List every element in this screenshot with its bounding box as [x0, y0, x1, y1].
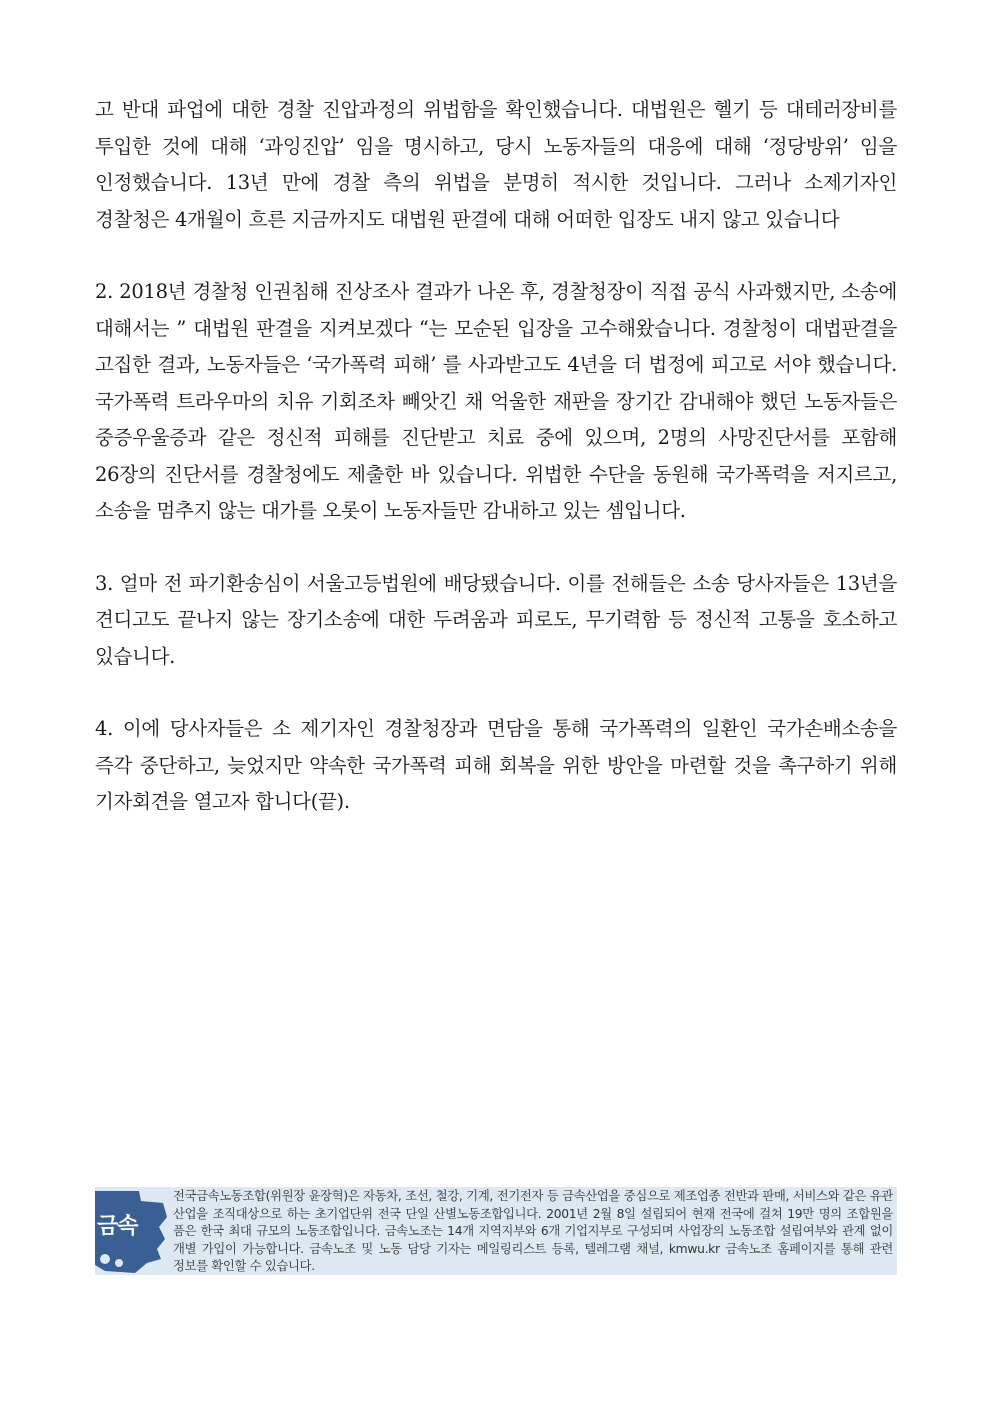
logo-label: 금속 — [97, 1214, 138, 1239]
union-info-footer — [95, 1187, 897, 1275]
paragraph-1-continued: 고 반대 파업에 대한 경찰 진압과정의 위법함을 확인했습니다. 대법원은 헬기 등 대테러장비를 투입한 것에 대해 ‘과잉진압’ 임을 명시하고, 당시 노동자들의 대응에 대해 ‘정당방위’ 임을 인정했습니다. 13년 만에 경찰 측의 위법을 분명히 적시한 것입니다. 그러나 소제기자인 경찰청은 4개월이 흐른 지금까지도 대법원 판결에 대해 어떠한 입장도 내지 않고 있습니다 — [95, 98, 897, 231]
paragraph-2: 2. 2018년 경찰청 인권침해 진상조사 결과가 나온 후, 경찰청장이 직접 공식 사과했지만, 소송에 대해서는 ” 대법원 판결을 지켜보겠다 “는 모순된 입장을 고수해왔습니다. 경찰청이 대법판결을 고집한 결과, 노동자들은 ‘국가폭력 피해’ 를 사과받고도 4년을 더 법정에 피고로 서야 했습니다. 국가폭력 트라우마의 치유 기회조차 빼앗긴 채 억울한 재판을 장기간 감내해야 했던 노동자들은 중증우울증과 같은 정신적 피해를 진단받고 치료 중에 있으며, 2명의 사망진단서를 포함해 26장의 진단서를 경찰청에도 제출한 바 있습니다. 위법한 수단을 동원해 국가폭력을 저지르고, 소송을 멈추지 않는 대가를 오롯이 노동자들만 감내하고 있는 셈입니다. — [95, 280, 897, 522]
document-body — [95, 92, 897, 821]
paragraph-4: 4. 이에 당사자들은 소 제기자인 경찰청장과 면담을 통해 국가폭력의 일환인 국가손배소송을 즉각 중단하고, 늦었지만 약속한 국가폭력 피해 회복을 위한 방안을 마련할 것을 촉구하기 위해 기자회견을 열고자 합니다(끝). — [95, 717, 897, 813]
kmwu-logo-icon — [95, 1187, 167, 1275]
paragraph-3: 3. 얼마 전 파기환송심이 서울고등법원에 배당됐습니다. 이를 전해들은 소송 당사자들은 13년을 견디고도 끝나지 않는 장기소송에 대한 두려움과 피로도, 무기력함 등 정신적 고통을 호소하고 있습니다. — [95, 571, 897, 668]
union-description: 전국금속노동조합(위원장 윤장혁)은 자동차, 조선, 철강, 기계, 전기전자 등 금속산업을 중심으로 제조업종 전반과 판매, 서비스와 같은 유관 산업을 조직대상으로 하는 초기업단위 전국 단일 산별노동조합입니다. 2001년 2월 8일 설립되어 현재 전국에 걸쳐 19만 명의 조합원을 품은 한국 최대 규모의 노동조합입니다. 금속노조는 14개 지역지부와 6개 기업지부로 구성되며 사업장의 노동조합 설립여부와 관계 없이 개별 가입이 가능합니다. 금속노조 및 노동 담당 기자는 메일링리스트 등록, 텔레그램 채널, kmwu.kr 금속노조 홈페이지를 통해 관련 정보를 확인할 수 있습니다. — [173, 1189, 893, 1274]
